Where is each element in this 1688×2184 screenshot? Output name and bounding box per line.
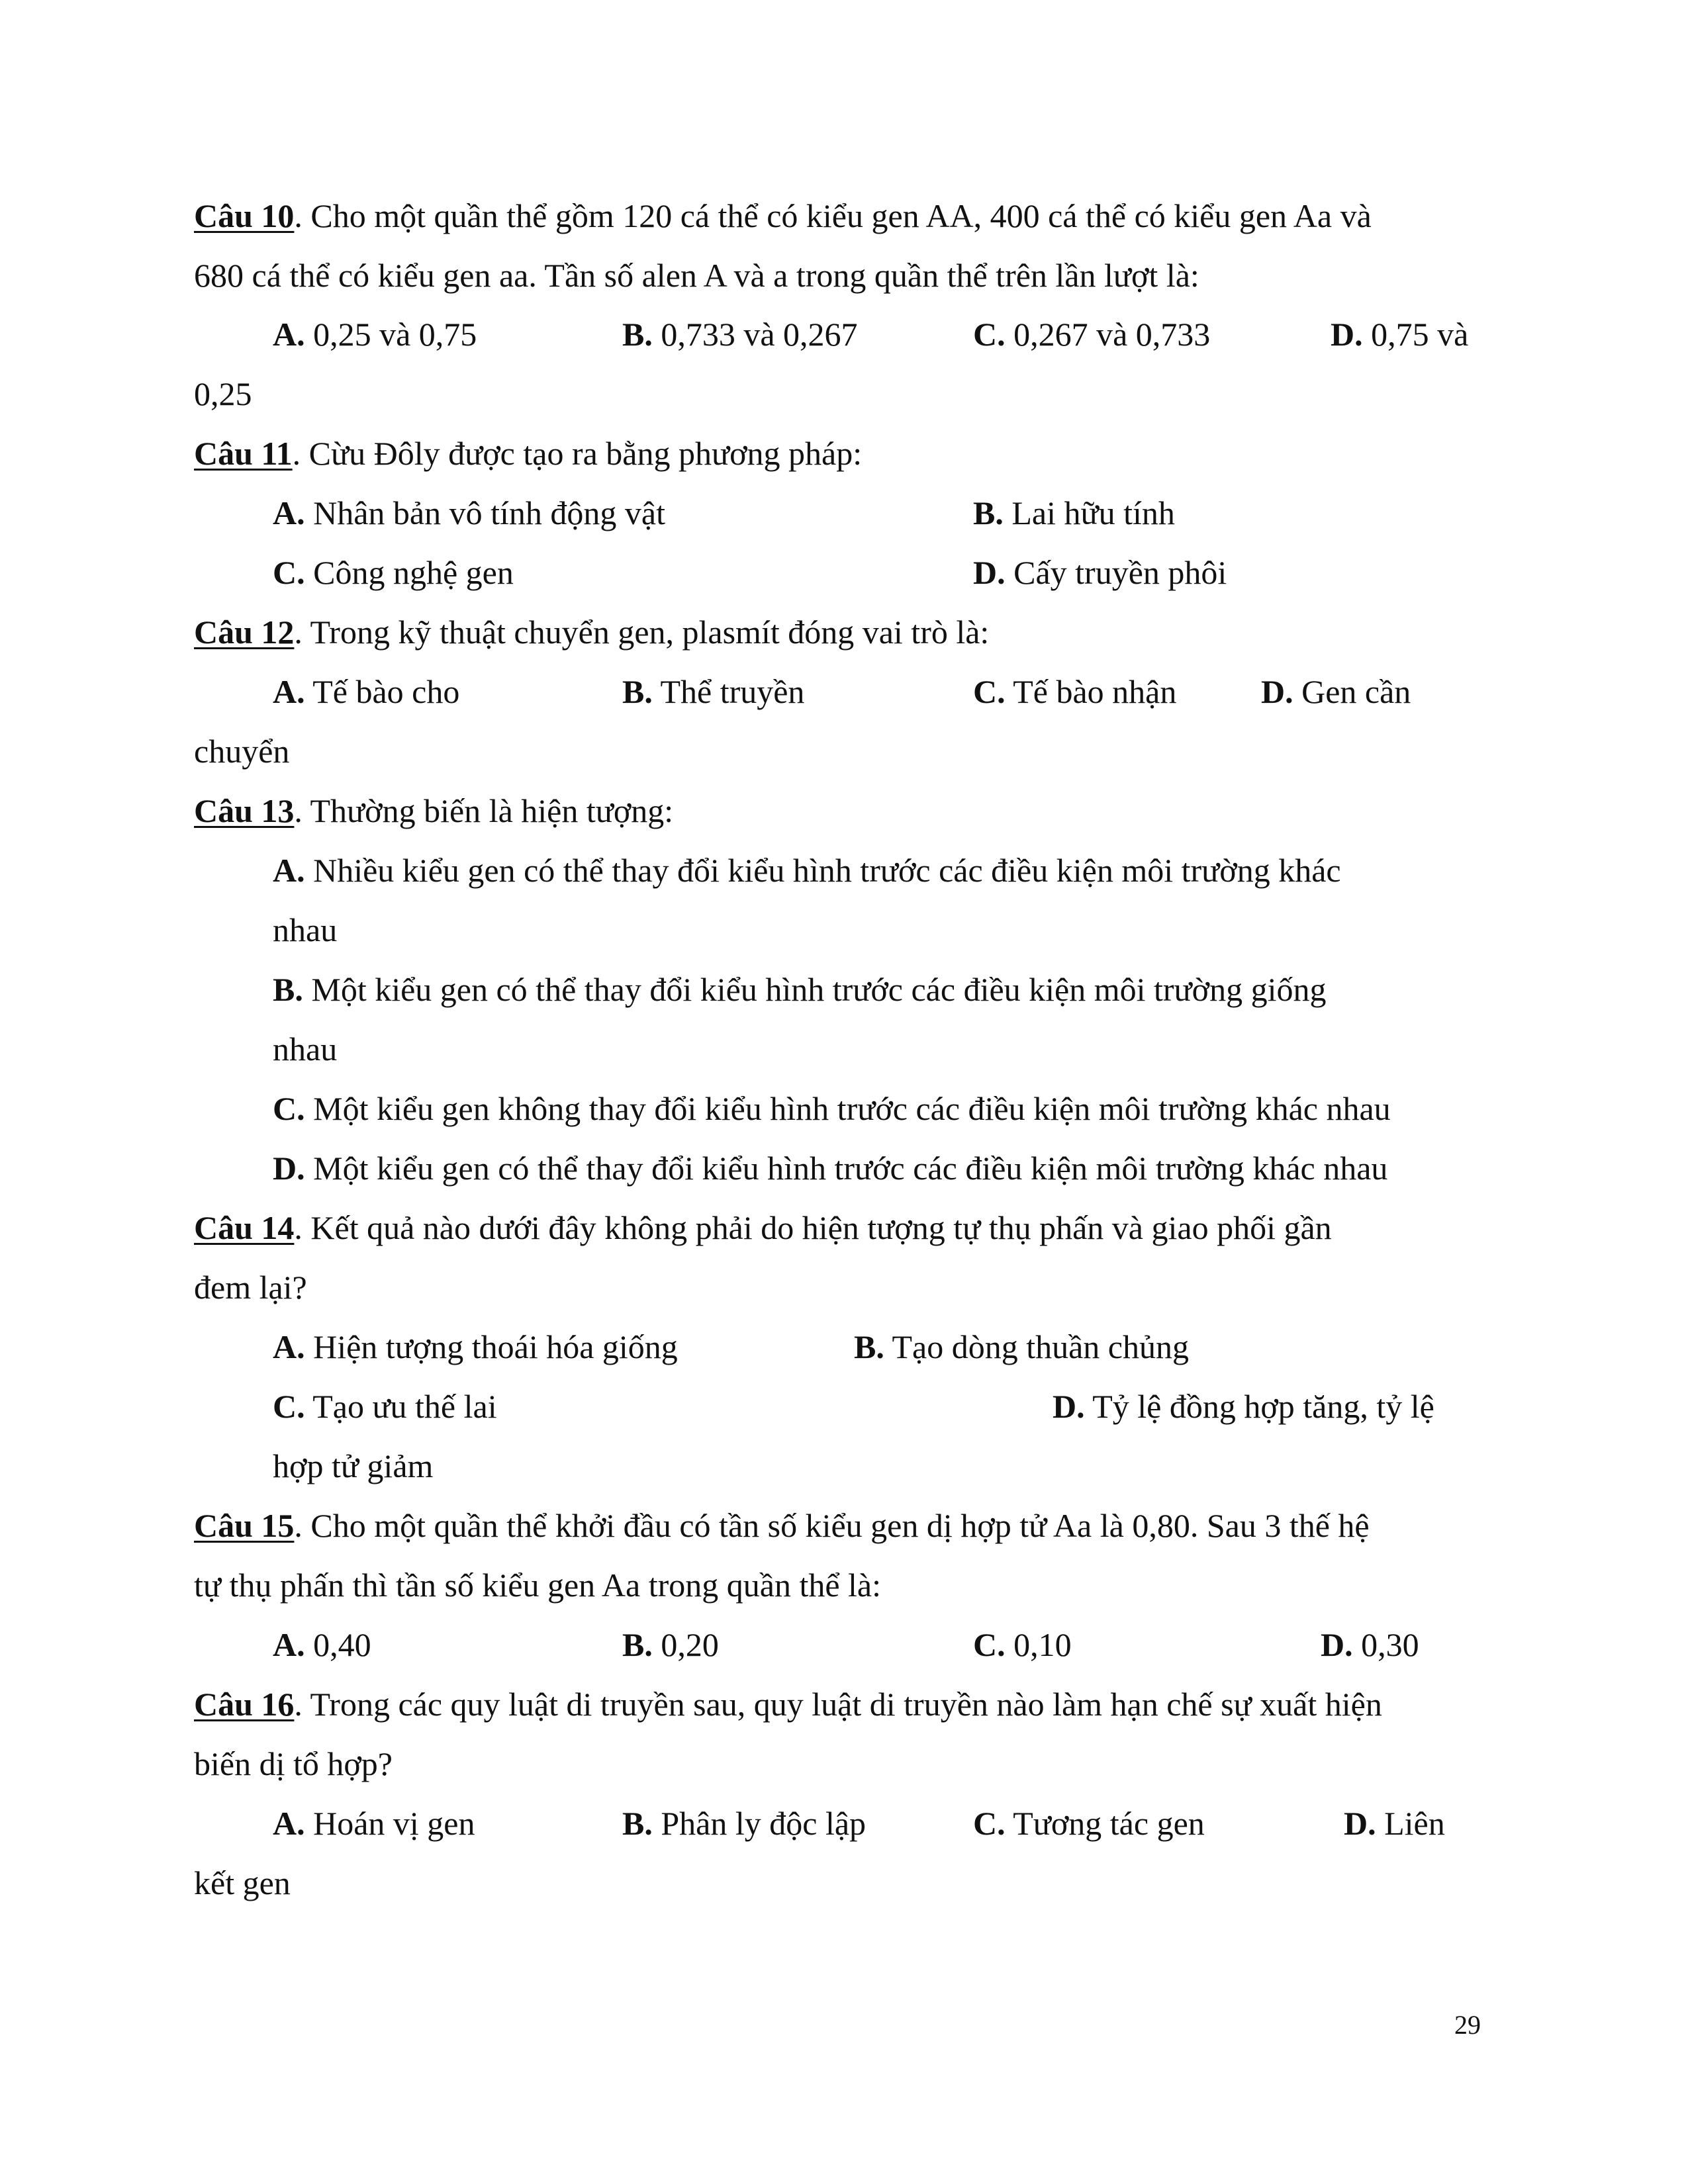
question-label: Câu 13 [194,792,295,829]
question-label: Câu 16 [194,1686,295,1723]
question-label: Câu 12 [194,614,295,651]
question-13-option-b-cont: nhau [273,1030,338,1068]
question-13-option-b: B. Một kiểu gen có thể thay đổi kiểu hình trước các điều kiện môi trường giống [273,971,1327,1008]
question-16-option-b: B. Phân ly độc lập [622,1805,867,1842]
question-11-option-c: C. Công nghệ gen [273,554,514,591]
question-15-stem-line-2: tự thụ phấn thì tần số kiểu gen Aa trong quần thể là: [194,1567,882,1604]
question-12-option-b: B. Thể truyền [622,673,805,710]
question-14-option-d: D. Tỷ lệ đồng hợp tăng, tỷ lệ [1053,1388,1434,1425]
question-11-option-a: A. Nhân bản vô tính động vật [273,494,665,531]
question-14-stem-line-2: đem lại? [194,1269,307,1306]
question-13-option-a: A. Nhiều kiểu gen có thể thay đổi kiểu hình trước các điều kiện môi trường khác [273,852,1341,889]
question-12-option-c: C. Tế bào nhận [973,673,1177,710]
question-15-option-d: D. 0,30 [1321,1626,1419,1663]
question-12-option-d: D. Gen cần [1261,673,1411,710]
question-11-option-d: D. Cấy truyền phôi [973,554,1227,591]
question-16-stem-line-1: Câu 16. Trong các quy luật di truyền sau, quy luật di truyền nào làm hạn chế sự xuất hiện [194,1686,1382,1723]
question-13-option-a-cont: nhau [273,911,338,948]
question-10-option-a: A. 0,25 và 0,75 [273,316,477,353]
question-13-stem: Câu 13. Thường biến là hiện tượng: [194,792,674,829]
question-label: Câu 14 [194,1209,295,1246]
question-15-option-c: C. 0,10 [973,1626,1072,1663]
question-10-stem-line-1: Câu 10. Cho một quần thể gồm 120 cá thể có kiểu gen AA, 400 cá thể có kiểu gen Aa và [194,197,1372,234]
question-label: Câu 15 [194,1507,295,1544]
question-12-stem: Câu 12. Trong kỹ thuật chuyển gen, plasmít đóng vai trò là: [194,614,990,651]
question-15-option-a: A. 0,40 [273,1626,371,1663]
question-10-stem-line-2: 680 cá thể có kiểu gen aa. Tần số alen A và a trong quần thể trên lần lượt là: [194,257,1199,294]
question-15-option-b: B. 0,20 [622,1626,719,1663]
question-16-option-c: C. Tương tác gen [973,1805,1205,1842]
question-14-option-c: C. Tạo ưu thế lai [273,1388,497,1425]
question-10-option-c: C. 0,267 và 0,733 [973,316,1211,353]
question-16-option-a: A. Hoán vị gen [273,1805,475,1842]
page-number: 29 [1454,2010,1481,2040]
question-14-option-a: A. Hiện tượng thoái hóa giống [273,1328,678,1365]
question-10-option-d-wrap: 0,25 [194,375,252,412]
question-14-stem-line-1: Câu 14. Kết quả nào dưới đây không phải do hiện tượng tự thụ phấn và giao phối gần [194,1209,1332,1246]
question-label: Câu 10 [194,197,295,234]
question-10-option-b: B. 0,733 và 0,267 [622,316,858,353]
question-13-option-d: D. Một kiểu gen có thể thay đổi kiểu hình trước các điều kiện môi trường khác nhau [273,1150,1388,1187]
question-15-stem-line-1: Câu 15. Cho một quần thể khởi đầu có tần số kiểu gen dị hợp tử Aa là 0,80. Sau 3 thế hệ [194,1507,1370,1544]
question-10-option-d: D. 0,75 và [1331,316,1469,353]
question-12-option-a: A. Tế bào cho [273,673,460,710]
question-11-stem: Câu 11. Cừu Đôly được tạo ra bằng phương pháp: [194,435,863,472]
question-13-option-c: C. Một kiểu gen không thay đổi kiểu hình trước các điều kiện môi trường khác nhau [273,1090,1391,1127]
question-16-option-d-wrap: kết gen [194,1864,291,1901]
question-14-option-d-cont: hợp tử giảm [273,1447,434,1484]
question-14-option-b: B. Tạo dòng thuần chủng [854,1328,1189,1365]
question-16-option-d: D. Liên [1344,1805,1445,1842]
question-11-option-b: B. Lai hữu tính [973,494,1175,531]
question-12-option-d-wrap: chuyển [194,733,290,770]
question-16-stem-line-2: biến dị tổ hợp? [194,1745,393,1782]
question-label: Câu 11 [194,435,293,472]
